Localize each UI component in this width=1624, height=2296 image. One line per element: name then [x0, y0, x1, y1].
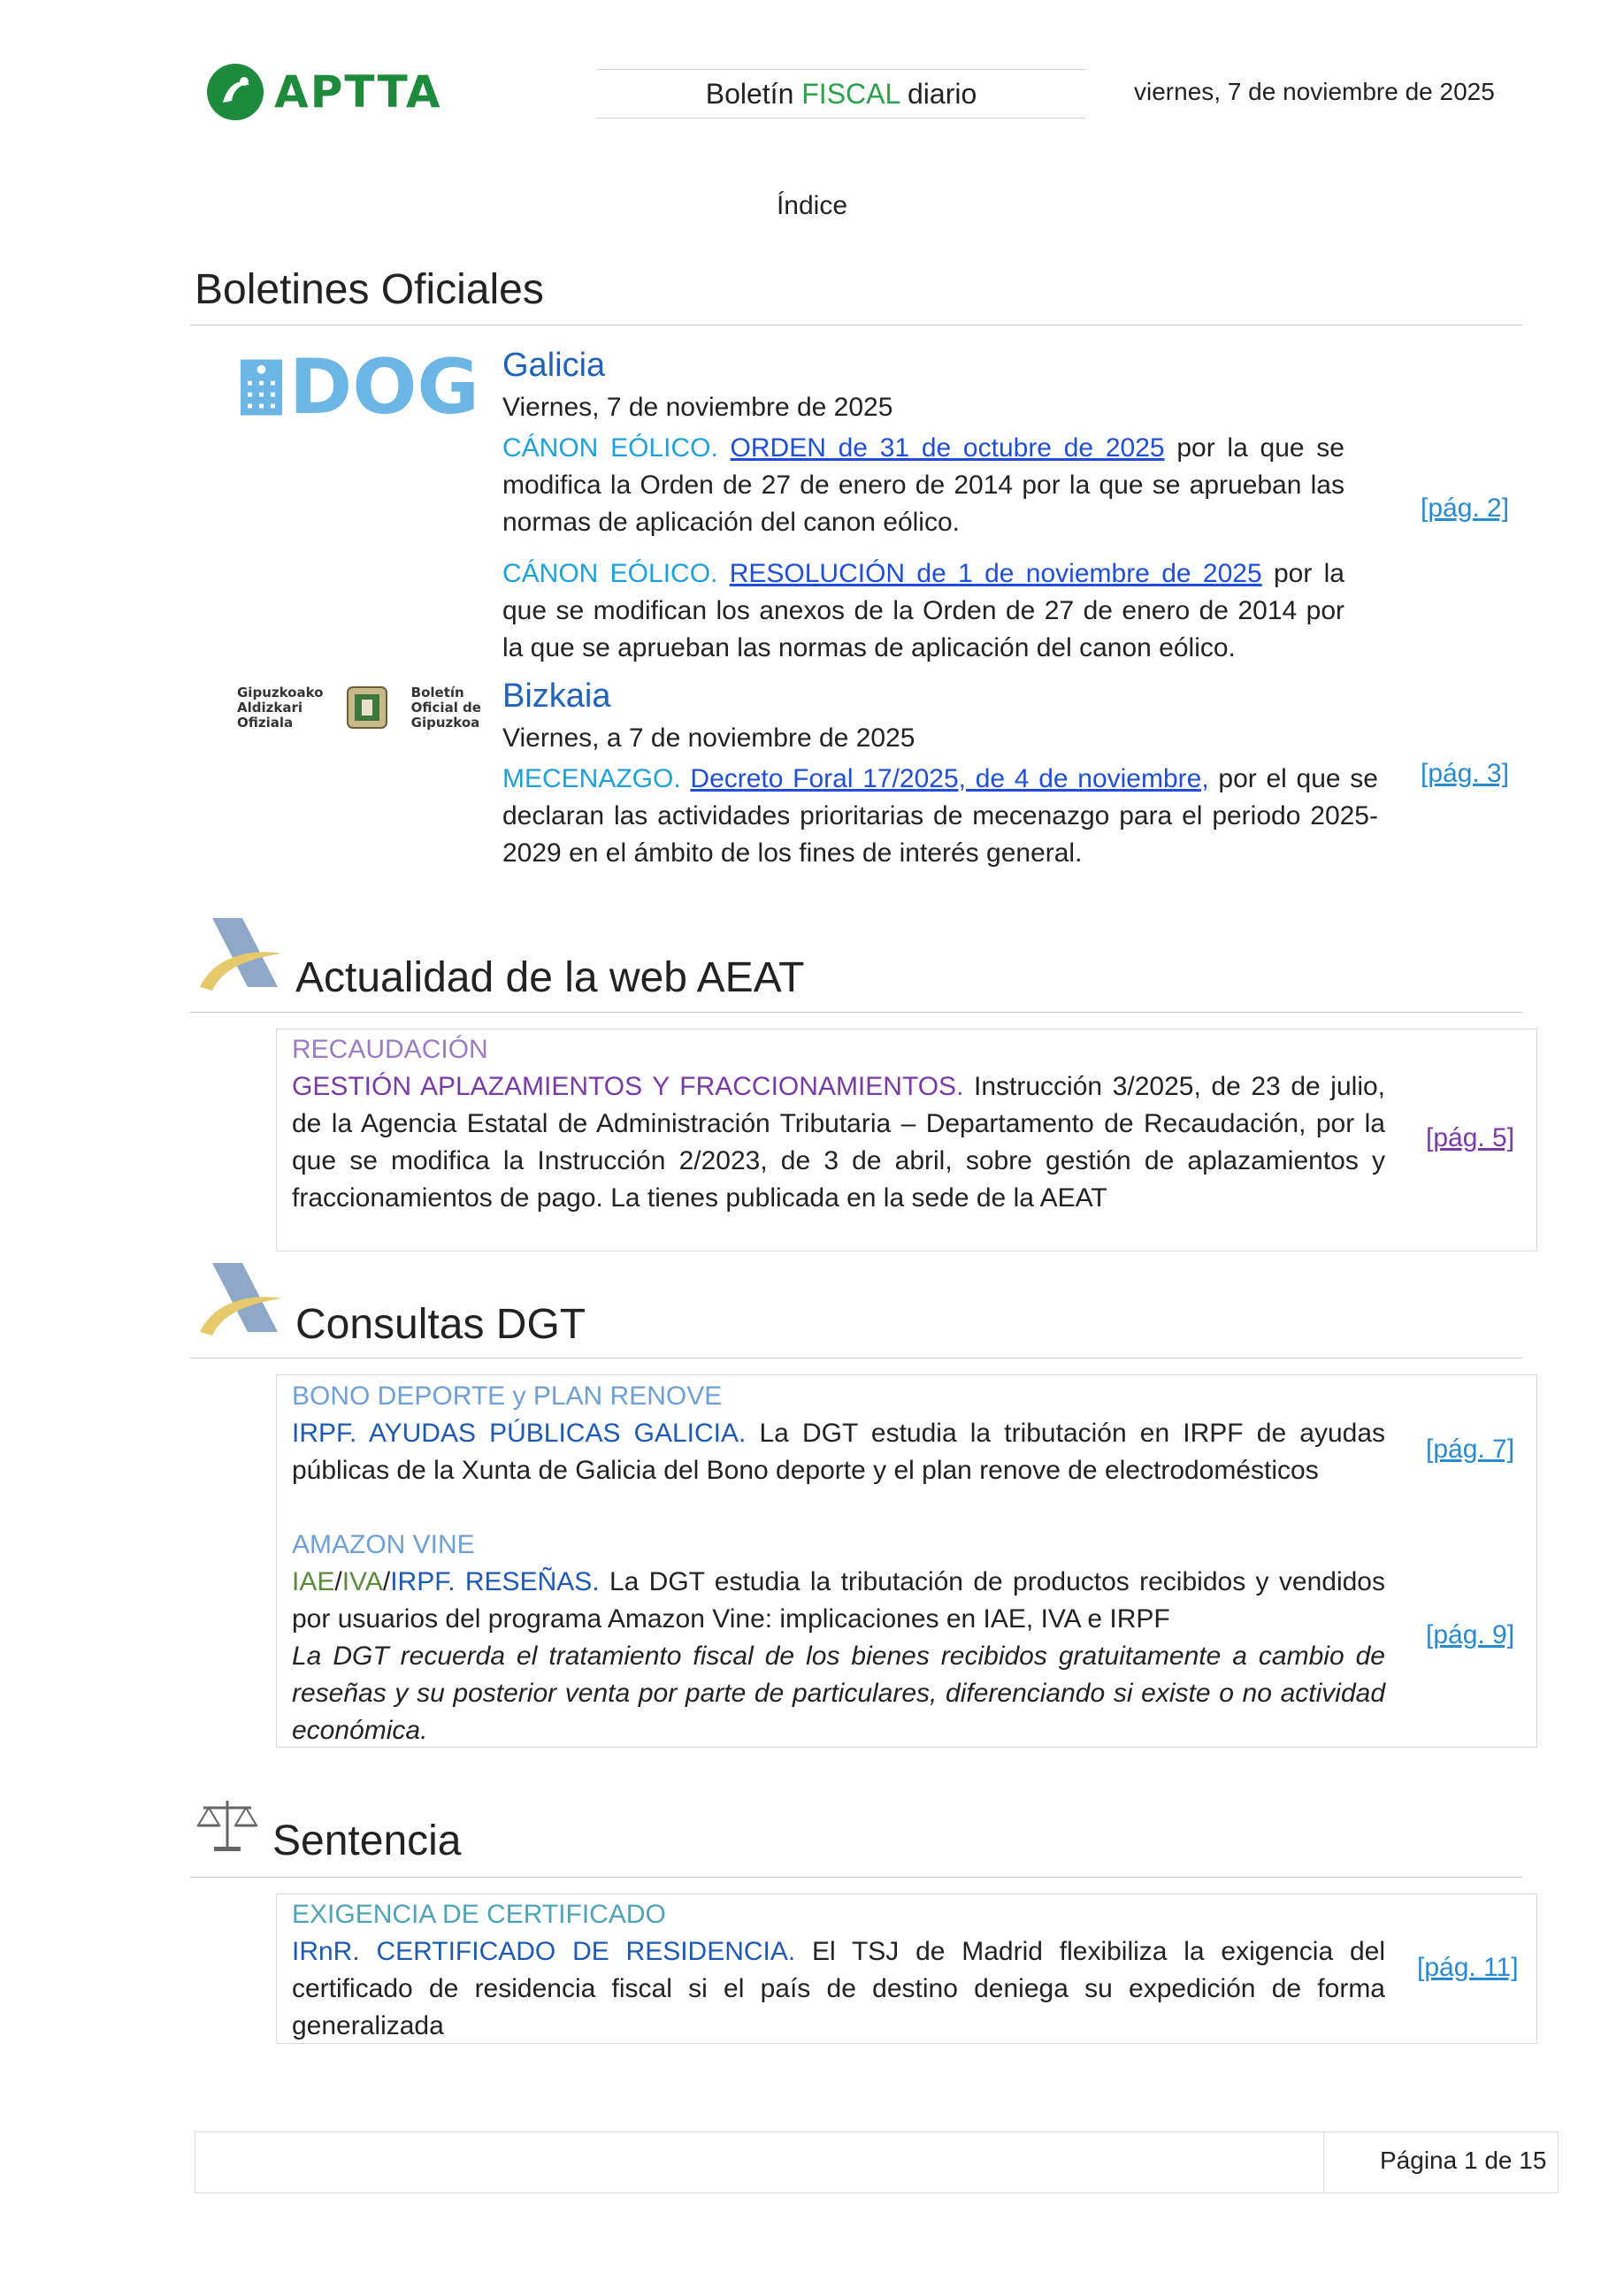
aptta-logo-icon [205, 62, 265, 122]
section-rule [190, 1012, 1522, 1013]
page-link-dgt-1 [1426, 1435, 1514, 1465]
page-number: Página 1 de 15 [1380, 2147, 1547, 2174]
scales-icon [196, 1795, 258, 1856]
page-link-dgt-2 [1426, 1620, 1514, 1650]
item-tag: CÁNON EÓLICO. [502, 559, 718, 588]
item-text: Instrucción 3/2025, de 23 de julio, de la Agencia Estatal de Administración Tributaria – Departamento de Recaudación, por la que se modifica la Instrucción 2/2023, de 3 de abril, sobre gestión de aplazamientos y fraccionamientos de pago. La tienes publicada en la sede de la AEAT [292, 1072, 1385, 1213]
date-bizkaia: Viernes, a 7 de noviembre de 2025 [502, 723, 915, 753]
dgt-item-2: IAE/IVA/IRPF. RESEÑAS. La DGT estudia la tributación de productos recibidos y vendidos por usuarios del programa Amazon Vine: implicaciones en IAE, IVA e IRPF [292, 1567, 1385, 1634]
gipuzkoa-logo [237, 681, 481, 734]
date-galicia: Viernes, 7 de noviembre de 2025 [502, 393, 893, 422]
item-tag-rest: IRPF. RESEÑAS. [390, 1567, 600, 1596]
item-tag: GESTIÓN APLAZAMIENTOS Y FRACCIONAMIENTOS. [292, 1072, 964, 1101]
logo-line: Aldizkari [237, 699, 303, 716]
gipuzkoa-crest-icon [342, 684, 392, 731]
page-link[interactable]: [pág. 3] [1421, 759, 1510, 788]
bulletin-fiscal: FISCAL [801, 78, 900, 110]
section-title-aeat: Actualidad de la web AEAT [295, 954, 805, 1001]
logo-line: Oficial de [410, 699, 481, 716]
gipuzkoa-logo-left [237, 685, 323, 731]
section-title-sentencia: Sentencia [272, 1818, 462, 1864]
bulletin-title [597, 69, 1085, 119]
item-text: por la que se modifica la Orden de 27 de enero de 2014 por la que se aprueban las normas de aplicación del canon eólico. [502, 433, 1344, 537]
bulletin-suffix: diario [900, 78, 977, 110]
dgt-item-2-category: AMAZON VINE [292, 1530, 475, 1559]
page-link-galicia [1421, 494, 1509, 524]
logo-line: Gipuzkoa [410, 714, 480, 731]
header-date: viernes, 7 de noviembre de 2025 [1134, 78, 1495, 105]
aptta-logo [205, 58, 471, 126]
dgt-item-1 [292, 1415, 1385, 1489]
page-link[interactable]: [pág. 2] [1421, 494, 1510, 523]
bizkaia-item-link[interactable]: Decreto Foral 17/2025, de 4 de noviembre, [690, 764, 1209, 793]
aeat-logo-icon [196, 913, 285, 994]
galicia-item-2-link[interactable]: RESOLUCIÓN de 1 de noviembre de 2025 [729, 559, 1262, 588]
item-tag: MECENAZGO. [502, 764, 681, 793]
bizkaia-item [502, 761, 1378, 872]
gipuzkoa-logo-right [411, 685, 481, 731]
page-link-sentencia [1417, 1953, 1519, 1983]
logo-text: APTTA [274, 66, 442, 118]
dgt-item-1-category: BONO DEPORTE y PLAN RENOVE [292, 1381, 723, 1411]
item-tag-iva: IVA [341, 1567, 383, 1596]
region-galicia: Galicia [502, 347, 606, 384]
footer-divider [1323, 2131, 1324, 2193]
page-link[interactable]: [pág. 11] [1417, 1953, 1519, 1982]
item-text: por el que se declaran las actividades prioritarias de mecenazgo para el periodo 2025-2029 en el ámbito de los fines de interés general. [502, 764, 1378, 868]
page-link-bizkaia [1421, 759, 1509, 789]
dog-logo-text: DOG [288, 343, 479, 432]
galicia-shield-icon [241, 353, 282, 422]
dgt-item-2-note: La DGT recuerda el tratamiento fiscal de los bienes recibidos gratuitamente a cambio de reseñas y su posterior venta por parte de particulares, diferenciando si existe o no actividad económica. [292, 1642, 1385, 1745]
galicia-item-1-link[interactable]: ORDEN de 31 de octubre de 2025 [730, 433, 1165, 463]
logo-line: Boletín [410, 684, 464, 700]
aeat-category: RECAUDACIÓN [292, 1035, 488, 1064]
item-text: por la que se modifican los anexos de la Orden de 27 de enero de 2014 por la que se aprueban las normas de aplicación del canon eólico. [502, 559, 1344, 662]
page-link[interactable]: [pág. 5] [1426, 1123, 1515, 1152]
item-text: El TSJ de Madrid flexibiliza la exigencia del certificado de residencia fiscal si el país de destino deniega su expedición de forma generalizada [292, 1937, 1385, 2040]
page-link[interactable]: [pág. 9] [1426, 1620, 1515, 1649]
footer [195, 2131, 1559, 2193]
section-title-boletines: Boletines Oficiales [195, 266, 544, 313]
item-text: La DGT estudia la tributación en IRPF de ayudas públicas de la Xunta de Galicia del Bono deporte y el plan renove de electrodomésticos [292, 1419, 1386, 1485]
item-tag: IRPF. AYUDAS PÚBLICAS GALICIA. [292, 1419, 747, 1448]
galicia-item-2 [502, 555, 1344, 667]
sentencia-category: EXIGENCIA DE CERTIFICADO [292, 1900, 666, 1929]
section-rule [190, 1877, 1522, 1878]
bulletin-prefix: Boletín [705, 78, 802, 110]
region-bizkaia: Bizkaia [502, 677, 611, 715]
page-link-aeat [1426, 1123, 1514, 1153]
galicia-item-1 [502, 430, 1344, 541]
dgt-logo-icon [196, 1258, 285, 1339]
logo-line: Gipuzkoako [237, 684, 324, 700]
sentencia-item [292, 1933, 1385, 2045]
item-text: La DGT estudia la tributación de productos recibidos y vendidos por usuarios del programa Amazon Vine: implicaciones en IAE, IVA e IRPF [292, 1567, 1385, 1634]
item-tag: CÁNON EÓLICO. [502, 433, 718, 463]
index-title: Índice [776, 191, 848, 220]
item-tag: IRnR. CERTIFICADO DE RESIDENCIA. [292, 1937, 796, 1966]
section-title-dgt: Consultas DGT [295, 1301, 586, 1348]
page-link[interactable]: [pág. 7] [1426, 1435, 1515, 1464]
logo-line: Ofiziala [237, 714, 294, 731]
dog-logo [241, 343, 479, 432]
aeat-item [292, 1068, 1385, 1217]
item-tag-iae: IAE [292, 1567, 335, 1596]
